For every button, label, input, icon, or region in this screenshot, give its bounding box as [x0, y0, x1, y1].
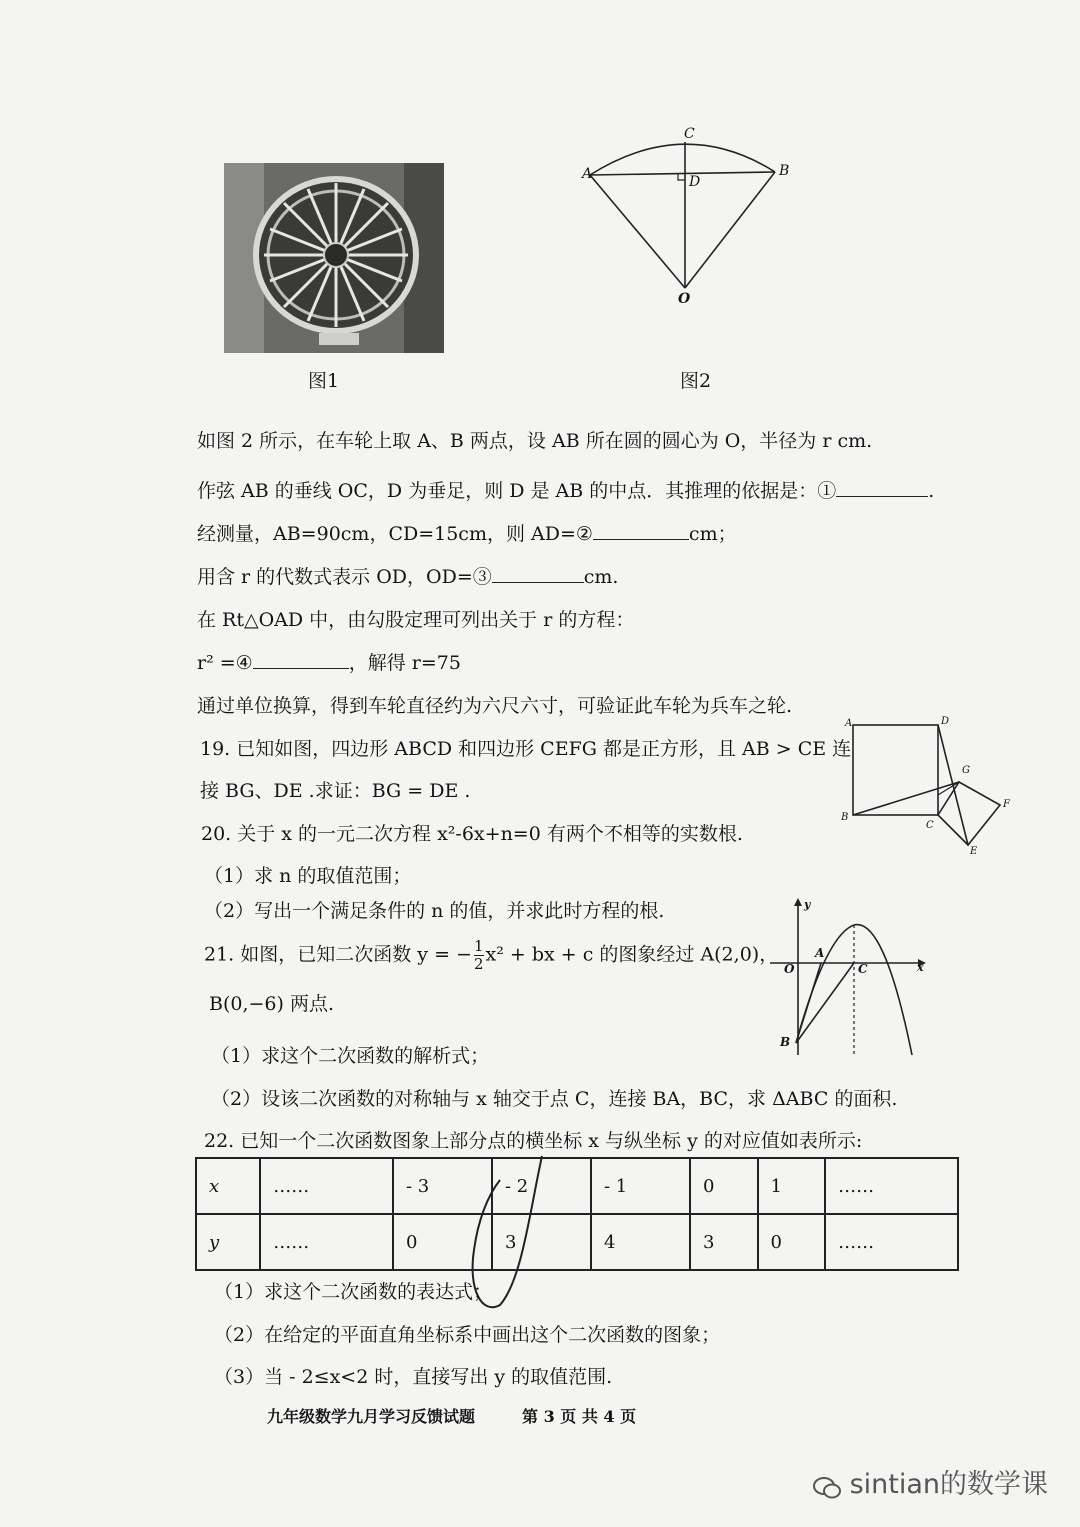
table-cell: …… [260, 1214, 393, 1270]
table-cell: …… [260, 1158, 393, 1214]
parabola-graph [766, 895, 936, 1060]
graph-label-O: O [784, 962, 795, 976]
table-cell: y [196, 1214, 260, 1270]
table-cell: - 1 [591, 1158, 690, 1214]
graph-label-y: y [804, 898, 811, 911]
q22-part-2: （2）在给定的平面直角坐标系中画出这个二次函数的图象； [214, 1324, 721, 1346]
wechat-icon [813, 1475, 841, 1497]
q20-part-1: （1）求 n 的取值范围； [204, 865, 412, 887]
table-cell: 4 [591, 1214, 690, 1270]
sq-label-D: D [941, 716, 950, 727]
q20-line-1: 20. 关于 x 的一元二次方程 x²-6x+n=0 有两个不相等的实数根. [201, 823, 743, 845]
q22-part-3: （3）当 - 2≤x<2 时，直接写出 y 的取值范围. [214, 1366, 613, 1388]
q19-line-1: 19. 已知如图，四边形 ABCD 和四边形 CEFG 都是正方形，且 AB > CE 连 [200, 738, 852, 760]
label-B: B [779, 163, 790, 179]
sq-label-G: G [962, 765, 970, 776]
value-table [195, 1157, 959, 1271]
wheel-photo [224, 163, 444, 353]
table-cell: 1 [758, 1158, 826, 1214]
label-D: D [689, 174, 701, 190]
q18-line-4: 用含 r 的代数式表示 OD，OD=③ cm. [197, 566, 619, 588]
q18-line-6: r² =④ ，解得 r=75 [197, 652, 461, 674]
q22-line-1: 22. 已知一个二次函数图象上部分点的横坐标 x 与纵坐标 y 的对应值如表所示: [204, 1130, 863, 1152]
table-cell: 0 [758, 1214, 826, 1270]
q18-line-7: 通过单位换算，得到车轮直径约为六尺六寸，可验证此车轮为兵车之轮. [197, 695, 793, 717]
sq-label-F: F [1003, 799, 1010, 810]
table-cell: 0 [690, 1158, 758, 1214]
q18-line-5: 在 Rt△OAD 中，由勾股定理可列出关于 r 的方程： [197, 609, 635, 631]
table-cell: - 2 [492, 1158, 591, 1214]
graph-label-x: x [917, 961, 924, 974]
sq-label-E: E [970, 846, 978, 857]
table-cell: 3 [492, 1214, 591, 1270]
table-cell: x [196, 1158, 260, 1214]
q21-line-1: 21. 如图，已知二次函数 y = − $\frac{1}{2}$ x² + bx + c 的图象经过 A(2,0)， [204, 937, 779, 973]
table-row-x [196, 1158, 958, 1214]
q19-line-2: 接 BG、DE .求证：BG = DE . [200, 780, 471, 802]
footer-page: 第 3 页 共 4 页 [522, 1407, 637, 1426]
figure-1-caption: 图1 [308, 370, 340, 392]
table-cell: 0 [393, 1214, 492, 1270]
q22-part-1: （1）求这个二次函数的表达式； [214, 1281, 493, 1303]
sector-diagram [570, 120, 810, 320]
watermark-text: sintian的数学课 [849, 1469, 1049, 1500]
squares-diagram [838, 712, 1018, 862]
table-cell: …… [825, 1158, 958, 1214]
graph-label-C: C [858, 962, 868, 976]
graph-label-A: A [815, 946, 825, 960]
q20-part-2: （2）写出一个满足条件的 n 的值，并求此时方程的根. [204, 900, 665, 922]
q18-line-2: 作弦 AB 的垂线 OC，D 为垂足，则 D 是 AB 的中点．其推理的依据是：① . [197, 480, 935, 502]
sq-label-C: C [926, 820, 934, 831]
graph-label-B: B [780, 1035, 791, 1049]
q21-part-2: （2）设该二次函数的对称轴与 x 轴交于点 C，连接 BA，BC，求 ΔABC 的面积. [211, 1088, 898, 1110]
table-row-y [196, 1214, 958, 1270]
table-cell: …… [825, 1214, 958, 1270]
label-C: C [684, 126, 695, 142]
q18-line-3: 经测量，AB=90cm，CD=15cm，则 AD=② cm； [197, 523, 737, 545]
footer-title: 九年级数学九月学习反馈试题 [267, 1407, 476, 1426]
label-A: A [582, 166, 593, 182]
q21-part-1: （1）求这个二次函数的解析式； [211, 1045, 490, 1067]
q18-line-1: 如图 2 所示，在车轮上取 A、B 两点，设 AB 所在圆的圆心为 O，半径为 r cm. [197, 430, 873, 452]
table-cell: 3 [690, 1214, 758, 1270]
q21-line-2: B(0,−6) 两点. [209, 993, 335, 1015]
figure-2-caption: 图2 [680, 370, 712, 392]
sq-label-B: B [841, 812, 849, 823]
table-cell: - 3 [393, 1158, 492, 1214]
label-O: O [678, 291, 691, 307]
sq-label-A: A [845, 718, 853, 729]
watermark [813, 1462, 1048, 1501]
